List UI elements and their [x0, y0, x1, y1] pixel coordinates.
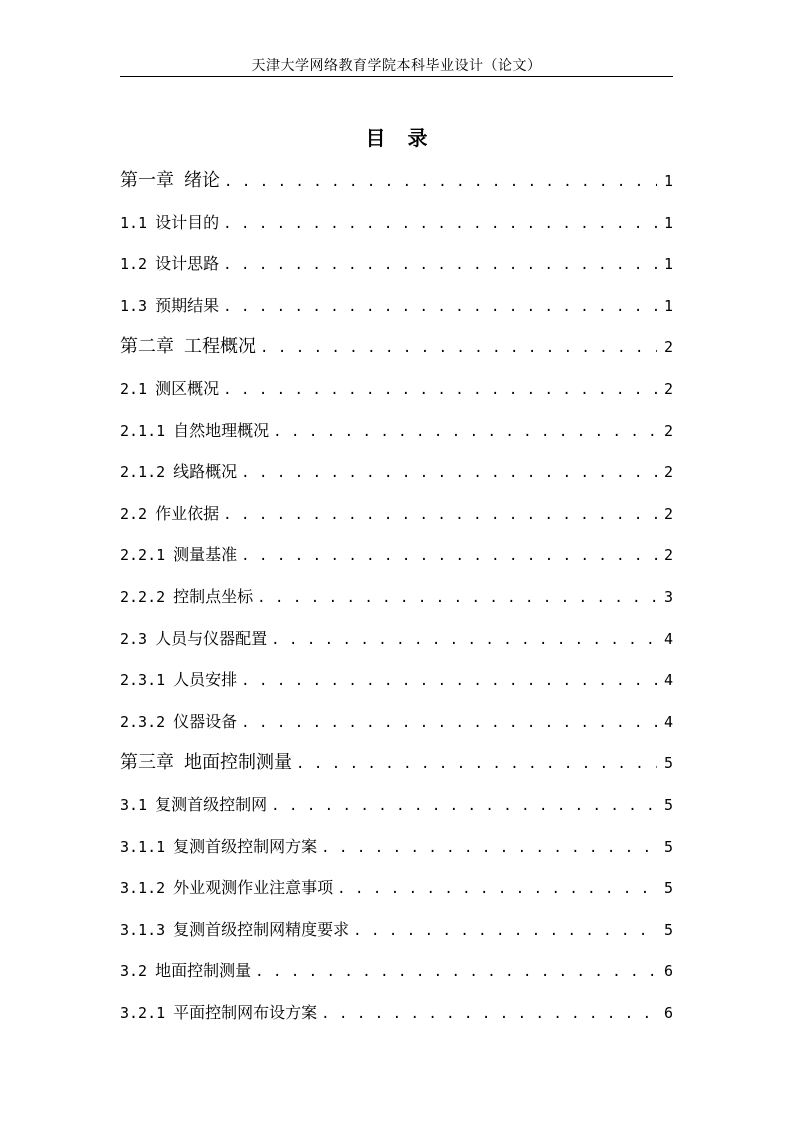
dot-leader: [260, 328, 657, 370]
header-divider: [120, 76, 673, 77]
toc-entry-title: 线路概况: [173, 462, 238, 482]
toc-entry-page-number: 1: [663, 213, 673, 232]
toc-entry-section[interactable]: [120, 618, 673, 660]
toc-entry-subsection[interactable]: [120, 701, 673, 743]
toc-entry-number: 2.2: [120, 504, 148, 523]
dot-leader: [241, 536, 657, 578]
toc-entry-title: 地面控制测量: [155, 961, 252, 981]
toc-entry-title: 人员安排: [173, 670, 238, 690]
toc-entry-number: 2.2.1: [120, 546, 166, 565]
toc-entry-title: 人员与仪器配置: [155, 628, 268, 648]
toc-entry-title: 仪器设备: [173, 711, 238, 731]
toc-title: 目录: [365, 126, 450, 150]
dot-leader: [223, 287, 657, 329]
toc-entry-section[interactable]: [120, 285, 673, 327]
toc-entry-page-number: 5: [663, 795, 673, 814]
toc-entry-title: 地面控制测量: [184, 752, 292, 774]
toc-entry-number: 2.1.1: [120, 421, 166, 440]
dot-leader: [273, 412, 657, 454]
toc-entry-subsection[interactable]: [120, 867, 673, 909]
dot-leader: [255, 952, 657, 994]
dot-leader: [223, 495, 657, 537]
toc-entry-title: 控制点坐标: [173, 586, 254, 606]
toc-entry-number: 3.2: [120, 962, 148, 981]
toc-entry-chapter[interactable]: [120, 160, 673, 202]
toc-entry-section[interactable]: [120, 202, 673, 244]
toc-entry-subsection[interactable]: [120, 410, 673, 452]
toc-entry-title: 测区概况: [155, 378, 220, 398]
toc-entry-title: 测量基准: [173, 545, 238, 565]
toc-entry-number: 3.1: [120, 795, 148, 814]
dot-leader: [241, 703, 657, 745]
toc-entry-title: 复测首级控制网方案: [173, 836, 318, 856]
toc-entry-section[interactable]: [120, 368, 673, 410]
toc-entry-section[interactable]: [120, 493, 673, 535]
toc-entry-title: 平面控制网布设方案: [173, 1002, 318, 1022]
toc-entry-subsection[interactable]: [120, 659, 673, 701]
toc-entry-number: 2.1: [120, 379, 148, 398]
dot-leader: [296, 744, 657, 786]
toc-entry-page-number: 5: [663, 879, 673, 898]
toc-entry-page-number: 2: [663, 338, 673, 357]
toc-entry-section[interactable]: [120, 950, 673, 992]
toc-entry-title: 作业依据: [155, 503, 220, 523]
toc-entry-number: 1.2: [120, 255, 148, 274]
toc-entry-subsection[interactable]: [120, 534, 673, 576]
toc-entry-number: 2.1.2: [120, 463, 166, 482]
dot-leader: [337, 869, 657, 911]
toc-entry-page-number: 1: [663, 172, 673, 190]
dot-leader: [241, 453, 657, 495]
page-header: 天津大学网络教育学院本科毕业设计（论文）: [251, 58, 542, 74]
dot-leader: [271, 620, 657, 662]
toc-entry-section[interactable]: [120, 243, 673, 285]
toc-entry-title: 预期结果: [155, 295, 220, 315]
toc-entry-title: 复测首级控制网: [155, 794, 268, 814]
toc-entry-number: 1.3: [120, 296, 148, 315]
toc-entry-page-number: 3: [663, 587, 673, 606]
toc-entry-title: 设计目的: [155, 212, 220, 232]
table-of-contents: [120, 160, 673, 1033]
dot-leader: [223, 204, 657, 246]
toc-entry-page-number: 2: [663, 379, 673, 398]
dot-leader: [257, 578, 657, 620]
toc-entry-page-number: 5: [663, 754, 673, 773]
toc-entry-title: 外业观测作业注意事项: [173, 878, 334, 898]
toc-entry-page-number: 4: [663, 712, 673, 731]
toc-entry-number: 2.3.1: [120, 671, 166, 690]
toc-entry-section[interactable]: [120, 784, 673, 826]
toc-entry-number: 第一章: [120, 170, 174, 191]
toc-entry-page-number: 1: [663, 255, 673, 274]
toc-entry-subsection[interactable]: [120, 909, 673, 951]
dot-leader: [241, 661, 657, 703]
toc-entry-title: 自然地理概况: [173, 420, 270, 440]
toc-entry-page-number: 4: [663, 629, 673, 648]
toc-entry-page-number: 2: [663, 421, 673, 440]
dot-leader: [321, 828, 657, 870]
dot-leader: [321, 994, 657, 1036]
toc-entry-chapter[interactable]: [120, 326, 673, 368]
toc-entry-page-number: 2: [663, 504, 673, 523]
toc-entry-number: 3.1.2: [120, 879, 166, 898]
toc-entry-page-number: 6: [663, 1003, 673, 1022]
toc-entry-page-number: 5: [663, 837, 673, 856]
dot-leader: [223, 245, 657, 287]
toc-entry-title: 设计思路: [155, 254, 220, 274]
toc-entry-page-number: 4: [663, 671, 673, 690]
toc-entry-title: 工程概况: [184, 336, 256, 358]
toc-entry-number: 3.2.1: [120, 1003, 166, 1022]
toc-entry-title: 复测首级控制网精度要求: [173, 919, 350, 939]
dot-leader: [224, 162, 657, 204]
toc-entry-title: 绪论: [184, 170, 220, 191]
toc-entry-page-number: 2: [663, 463, 673, 482]
dot-leader: [353, 911, 657, 953]
toc-entry-number: 2.3.2: [120, 712, 166, 731]
toc-entry-number: 第二章: [120, 336, 174, 358]
toc-entry-number: 3.1.1: [120, 837, 166, 856]
toc-entry-subsection[interactable]: [120, 826, 673, 868]
toc-entry-chapter[interactable]: [120, 742, 673, 784]
toc-entry-number: 1.1: [120, 213, 148, 232]
toc-entry-page-number: 2: [663, 546, 673, 565]
toc-entry-number: 3.1.3: [120, 920, 166, 939]
toc-entry-subsection[interactable]: [120, 451, 673, 493]
toc-entry-page-number: 6: [663, 962, 673, 981]
toc-entry-subsection[interactable]: [120, 992, 673, 1034]
toc-entry-number: 2.3: [120, 629, 148, 648]
toc-entry-number: 第三章: [120, 752, 174, 774]
toc-entry-page-number: 1: [663, 296, 673, 315]
dot-leader: [271, 786, 657, 828]
toc-entry-number: 2.2.2: [120, 587, 166, 606]
toc-entry-subsection[interactable]: [120, 576, 673, 618]
toc-entry-page-number: 5: [663, 920, 673, 939]
dot-leader: [223, 370, 657, 412]
